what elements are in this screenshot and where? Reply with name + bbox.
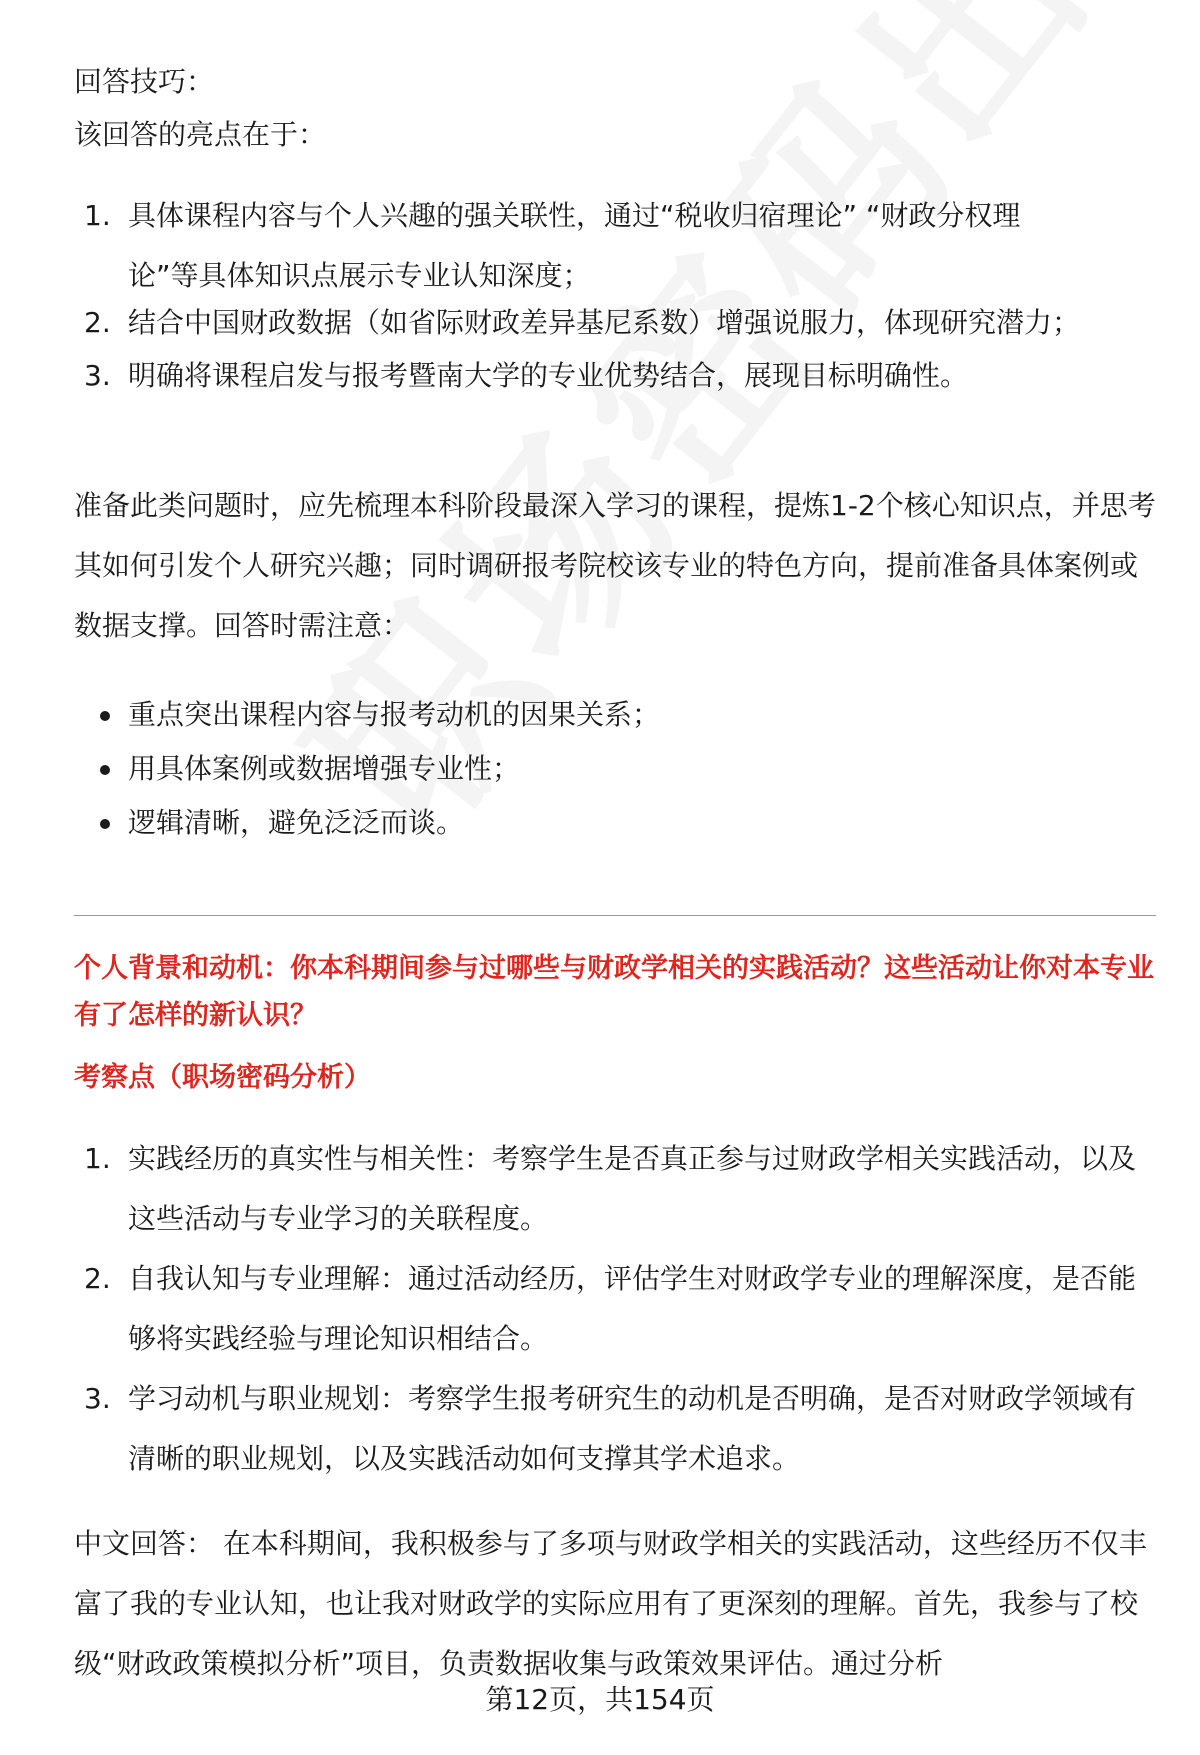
exam-points-title: 考察点（职场密码分析） <box>74 1062 371 1093</box>
list-text: 明确将课程启发与报考暨南大学的专业优势结合，展现目标明确性。 <box>128 359 969 392</box>
bullet-dot <box>100 711 110 721</box>
bullet-dot <box>100 765 110 775</box>
list-number: 3. <box>84 359 111 392</box>
bullet-dot <box>100 819 110 829</box>
list-number: 1. <box>84 199 111 232</box>
answer-paragraph: 中文回答： 在本科期间，我积极参与了多项与财政学相关的实践活动，这些经历不仅丰富了我的专业认知，也让我对财政学的实际应用有了更深刻的理解。首先，我参与了校级“财政政策模拟分析”项目，负责数据收集与政策效果评估。通过分析 <box>74 1527 1147 1680</box>
list-number: 3. <box>84 1382 111 1415</box>
list-text: 学习动机与职业规划：考察学生报考研究生的动机是否明确，是否对财政学领域有清晰的职业规划，以及实践活动如何支撑其学术追求。 <box>128 1382 1137 1475</box>
section-divider <box>74 915 1156 916</box>
list-text: 实践经历的真实性与相关性：考察学生是否真正参与过财政学相关实践活动，以及这些活动与专业学习的关联程度。 <box>128 1142 1137 1235</box>
prep-paragraph: 准备此类问题时，应先梳理本科阶段最深入学习的课程，提炼1-2个核心知识点，并思考其如何引发个人研究兴趣；同时调研报考院校该专业的特色方向，提前准备具体案例或数据支撑。回答时需注意： <box>74 489 1156 642</box>
list-text: 结合中国财政数据（如省际财政差异基尼系数）增强说服力，体现研究潜力； <box>128 306 1081 339</box>
list-text: 自我认知与专业理解：通过活动经历，评估学生对财政学专业的理解深度，是否能够将实践经验与理论知识相结合。 <box>128 1262 1137 1355</box>
question-title: 个人背景和动机：你本科期间参与过哪些与财政学相关的实践活动？这些活动让你对本专业有了怎样的新认识？ <box>74 953 1154 1031</box>
highlights-intro: 该回答的亮点在于： <box>74 118 327 151</box>
bullet-text: 逻辑清晰，避免泛泛而谈。 <box>128 806 465 839</box>
list-number: 2. <box>84 306 111 339</box>
tips-label: 回答技巧： <box>74 65 215 98</box>
list-number: 1. <box>84 1142 111 1175</box>
page-footer: 第12页，共154页 <box>485 1683 715 1716</box>
bullet-text: 重点突出课程内容与报考动机的因果关系； <box>128 698 661 731</box>
list-text: 具体课程内容与个人兴趣的强关联性，通过“税收归宿理论” “财政分权理论”等具体知识点展示专业认知深度； <box>128 199 1021 292</box>
bullet-text: 用具体案例或数据增强专业性； <box>128 752 521 785</box>
list-number: 2. <box>84 1262 111 1295</box>
